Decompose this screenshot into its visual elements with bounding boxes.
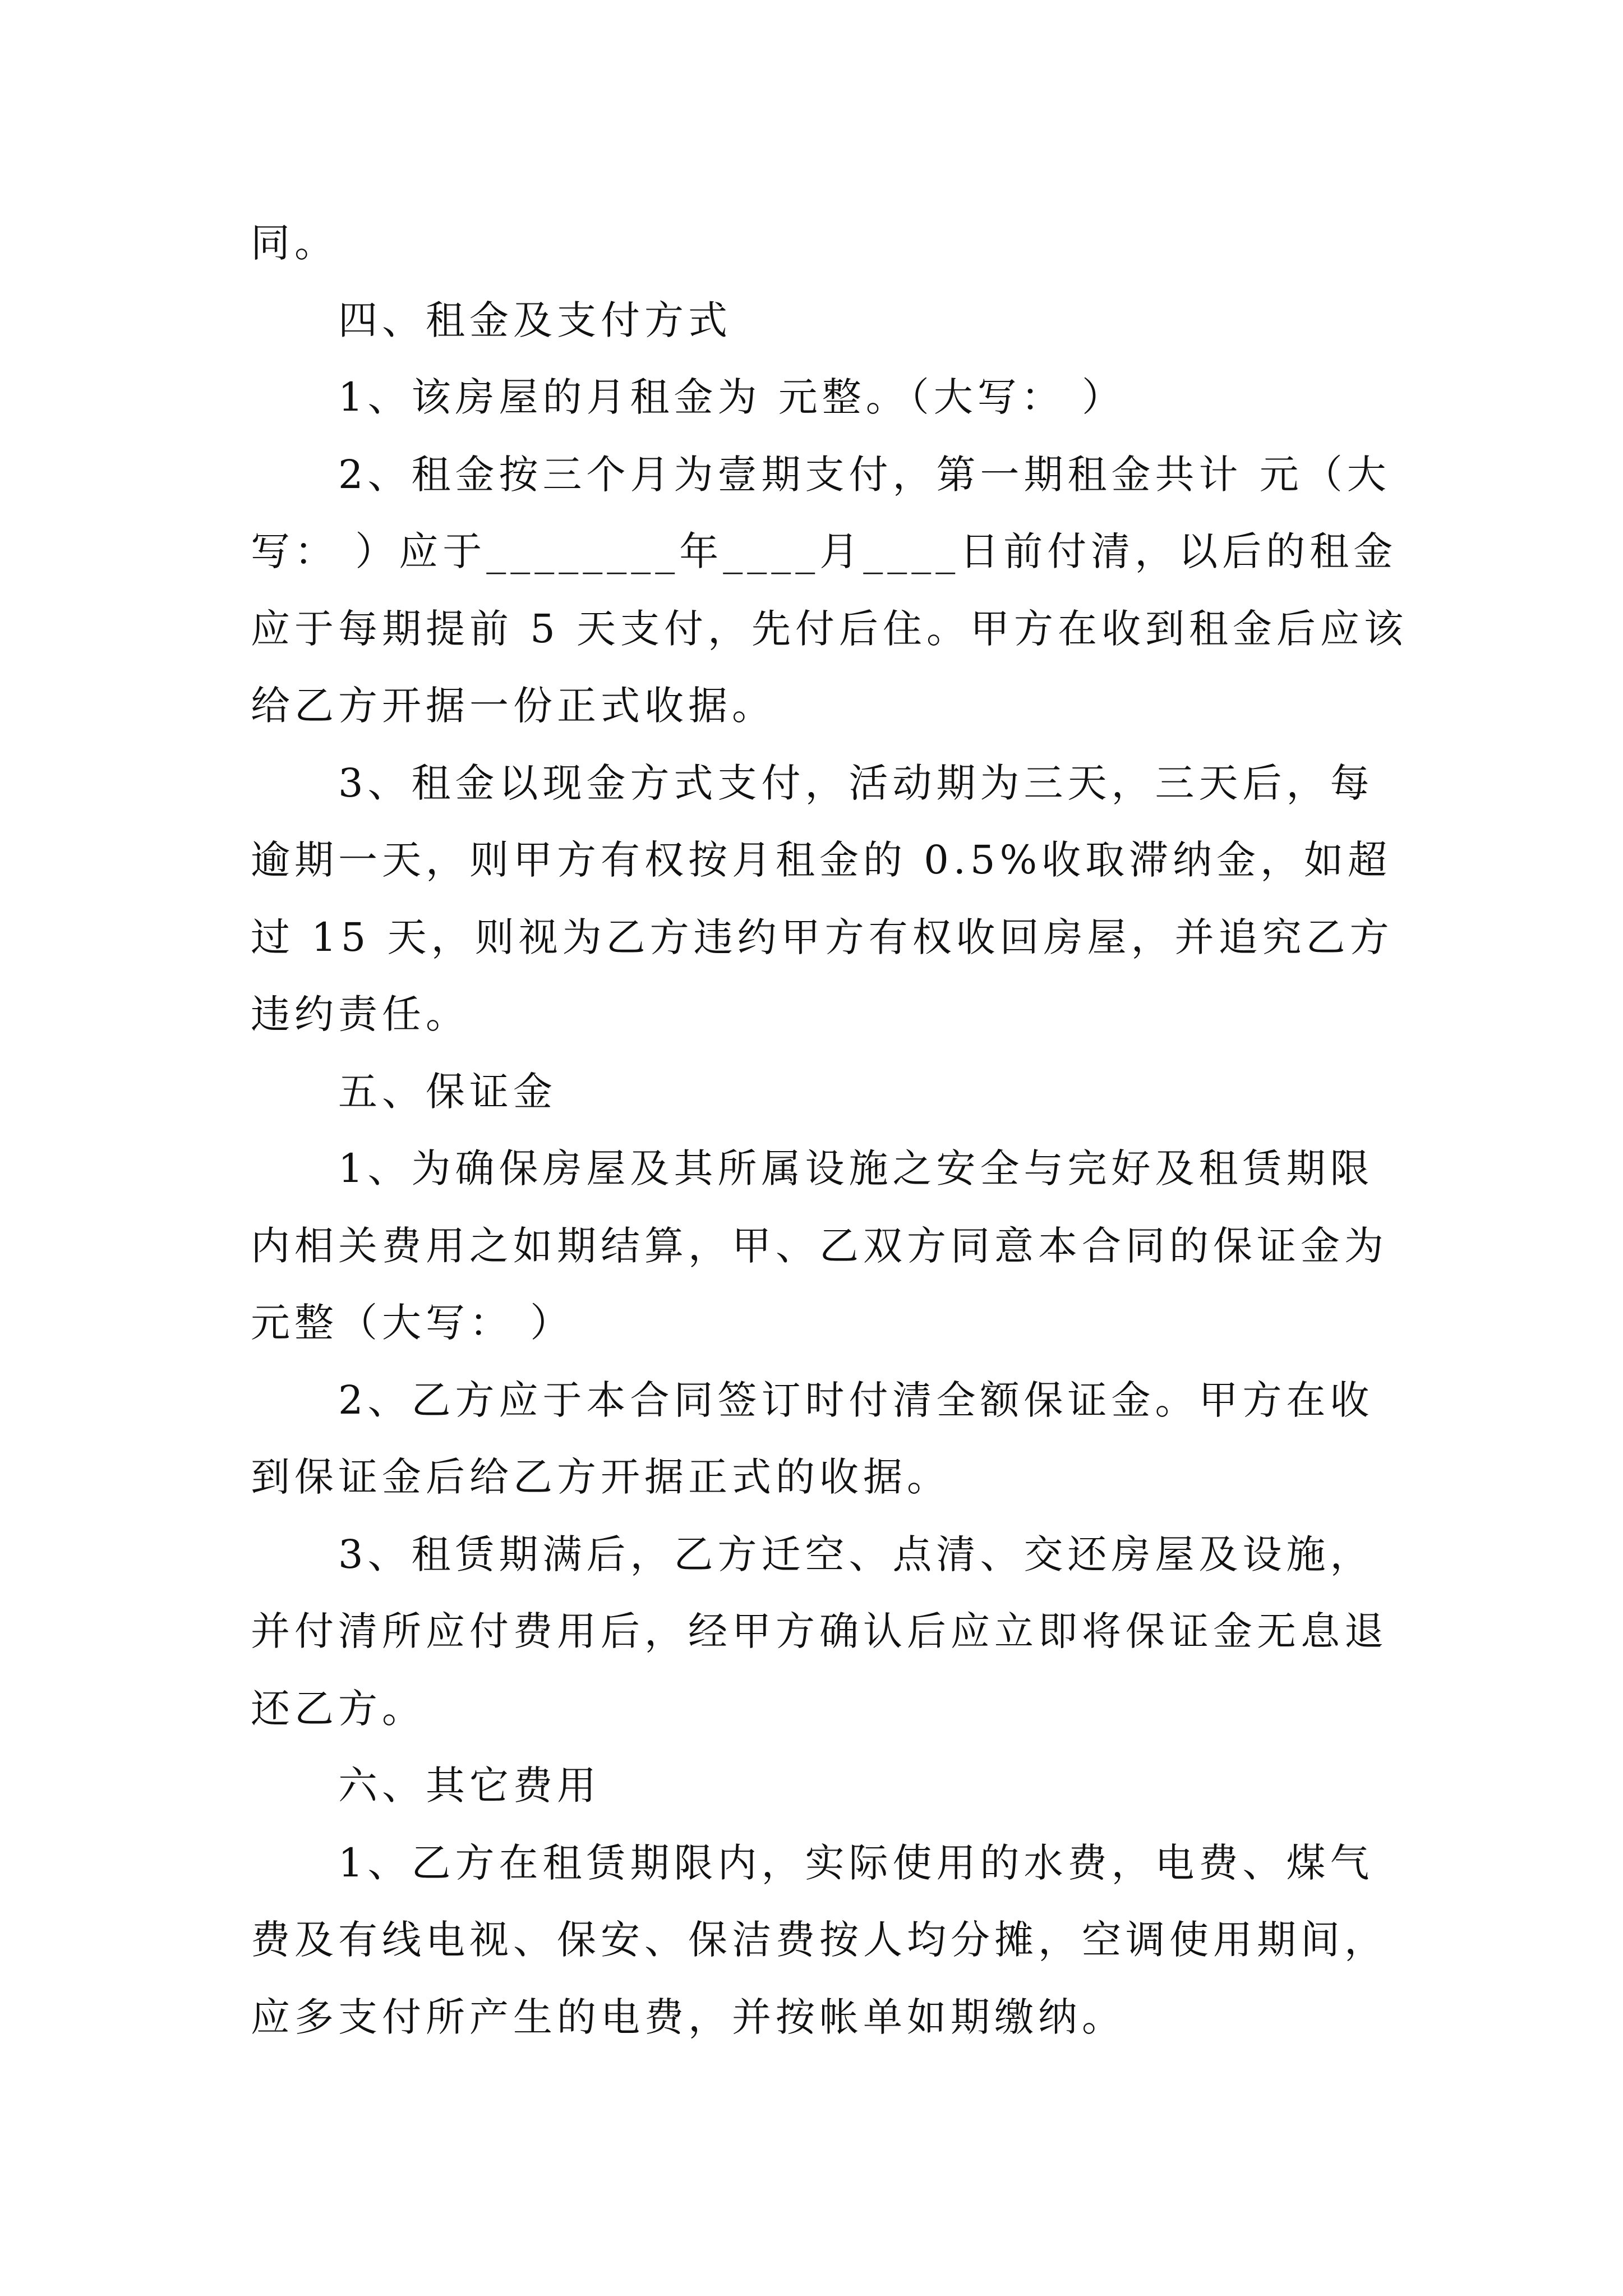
text-line: 元整（大写： ） xyxy=(251,1300,574,1346)
section-heading: 五、保证金 xyxy=(338,1068,557,1115)
text-line: 到保证金后给乙方开据正式的收据。 xyxy=(251,1454,951,1500)
text-line: 逾期一天，则甲方有权按月租金的 0.5%收取滞纳金，如超 xyxy=(251,837,1392,883)
text-line: 应多支付所产生的电费，并按帐单如期缴纳。 xyxy=(251,1994,1126,2040)
text-line: 应于每期提前 5 天支付，先付后住。甲方在收到租金后应该 xyxy=(251,605,1408,652)
text-line: 3、租赁期满后，乙方迁空、点清、交还房屋及设施， xyxy=(338,1531,1374,1577)
text-line: 费及有线电视、保安、保洁费按人均分摊，空调使用期间， xyxy=(251,1917,1388,1963)
text-line: 1、为确保房屋及其所属设施之安全与完好及租赁期限 xyxy=(338,1145,1374,1191)
continuation-line: 同。 xyxy=(251,220,338,266)
text-line: 1、该房屋的月租金为 元整。（大写： ） xyxy=(338,374,1126,420)
document-body xyxy=(251,205,1484,2056)
section-heading: 四、租金及支付方式 xyxy=(338,297,732,343)
text-line: 内相关费用之如期结算，甲、乙双方同意本合同的保证金为 xyxy=(251,1222,1388,1269)
section-heading: 六、其它费用 xyxy=(338,1763,601,1809)
text-line: 2、租金按三个月为壹期支付，第一期租金共计 元（大 xyxy=(338,451,1391,498)
text-line: 3、租金以现金方式支付，活动期为三天，三天后，每 xyxy=(338,760,1374,806)
text-line: 给乙方开据一份正式收据。 xyxy=(251,683,776,729)
text-line: 还乙方。 xyxy=(251,1685,426,1732)
text-line: 2、乙方应于本合同签订时付清全额保证金。甲方在收 xyxy=(338,1377,1374,1423)
text-line: 1、乙方在租赁期限内，实际使用的水费，电费、煤气 xyxy=(338,1839,1374,1886)
text-line: 过 15 天，则视为乙方违约甲方有权收回房屋，并追究乙方 xyxy=(251,914,1394,960)
text-line: 并付清所应付费用后，经甲方确认后应立即将保证金无息退 xyxy=(251,1608,1388,1654)
text-line: 写： ）应于________年____月____日前付清，以后的租金 xyxy=(251,528,1398,574)
text-line: 违约责任。 xyxy=(251,991,469,1037)
